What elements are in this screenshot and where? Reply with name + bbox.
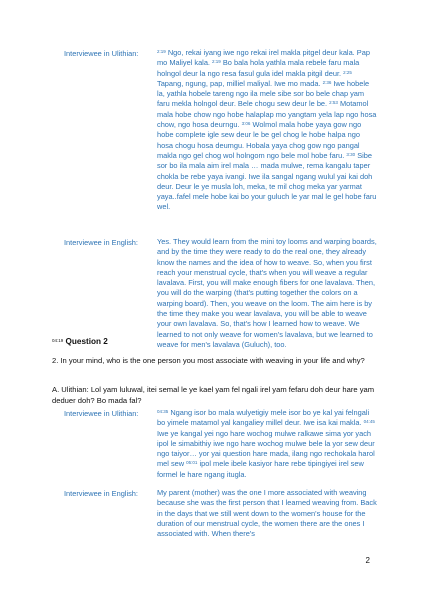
response-segment: My parent (mother) was the one I more associated with weaving because she was the first person that I learned weaving from. Back in the days that we still went down to the women's house for the duration of our menstrual cycle, the women there are the ones I associated with. When there's (157, 488, 377, 539)
question-text: 2. In your mind, who is the one person you most associate with weaving in your life and why? (52, 356, 365, 365)
response-text (157, 48, 377, 213)
speaker-label: Interviewee in English: (64, 238, 138, 247)
timestamp: 3:06 (241, 121, 251, 127)
response-segment: Motamol mala hobe chow ngo hobe halaplap mo yangtam yela lap ngo hosa chow, ngo hosa deurngu. (157, 99, 377, 130)
question-ulithian: A. Ulithian: Lol yam luluwal, itei semal le ye kael yam fel ngali irel yam fefaru doh deur hare yam deduer doh? Bo mada fal? (52, 385, 375, 405)
response-segment: ipol mele ibele kasiyor hare rebe tipingiyei irel sew formel le hare ngang itugla. (157, 459, 364, 479)
timestamp: 04:45 (363, 419, 375, 425)
timestamp: 04:35 (157, 409, 169, 414)
timestamp: 05:01 (186, 460, 198, 466)
response-text (157, 408, 377, 480)
question-title: Question 2 (65, 337, 108, 346)
response-segment: Iwe hobele la, yathla hobele tareng ngo ila mele sibe sor bo bele chap yam faru mekla holngol deur. Bele chogu sew deur le be. (157, 78, 370, 109)
timestamp: 04:19 (52, 338, 64, 343)
response-segment: Ngang isor bo mala wulyetigiy mele isor bo ye kal yai felngali bo yimele matamol yal kangaliey millel deur. Iwe isa kai makla. (157, 408, 370, 428)
response-segment: Ngo, rekai iyang iwe ngo rekai irel makla pitgel deur kala. Pap mo Maliyel kala. (157, 48, 370, 68)
response-segment: Tapang, ngung, pap, milliel maliyal. Iwe mo mada. (157, 78, 323, 88)
speaker-label: Interviewee in Ulithian: (64, 49, 139, 58)
speaker-label: Interviewee in English: (64, 489, 138, 498)
response-text (157, 237, 377, 350)
timestamp: 2:53 (329, 100, 338, 106)
response-segment: Yes. They would learn from the mini toy looms and warping boards, and by the time they were ready to do the real one, they already know the names and the idea of how to weave. So, when you first reach your menstrual cycle, that's when you will weave a regular lavalava. First, you will make enough fibers for one lavalava. Then, you will do the warping (that's putting together the colors on a warping board). Then, you weave on the loom. The aim here is by the time they make you wear lavalava, you will be able to weave your own lavalava. So, that's how I learned how to weave. We learned to not only weave for women's lavalava, but we learned to weave for men's lavalava (Guluch), too. (157, 237, 377, 349)
speaker-label: Interviewee in Ulithian: (64, 409, 139, 418)
timestamp: 2:19 (157, 49, 166, 54)
response-segment: Bo bala hola yathla mala rebele faru mala holngol deur la ngo resa fasul gula idel makla pitgil deur. (157, 58, 360, 78)
timestamp: 2:19 (212, 59, 221, 65)
timestamp: 2:36 (322, 79, 332, 85)
response-text (157, 488, 377, 539)
timestamp: 2:25 (343, 69, 352, 75)
timestamp: 3:30 (346, 151, 356, 157)
page-number: 2 (365, 556, 370, 565)
question-heading (52, 337, 382, 348)
response-segment: Wolmol mala hobe yaya gow ngo hobe complete igle sew deur le be gel chog le hobe halpa ngo hosa chogu hosa deumgu. Hobala yaya chog gow ngo pangal makla ngo gel chog wol holngom ngo bele mol hobe faru. (157, 120, 362, 160)
response-segment: Sibe sor bo ila mala aim irel mala … mada mulwe, rema kangalu taper chokla be rebe yaya ivangi. Iwe ila sangal ngang wulul yai kai doh deur. Deur le ye musla loh, meka, te mil chog meka yar yarmat yaya..fafel mele hobe kai bo your guluch le yar mal le gel hobe faru wel. (157, 150, 377, 212)
response-segment: Iwe ye kangal yei ngo hare wochog mulwe ralkawe sima yor yach ipol le simabithiy iwe ngo hare wochog mulwe bele la yor sew deur ngo taiyor… yor yai question hare mada, ilang ngo rechokala harol mel sew (157, 428, 375, 469)
